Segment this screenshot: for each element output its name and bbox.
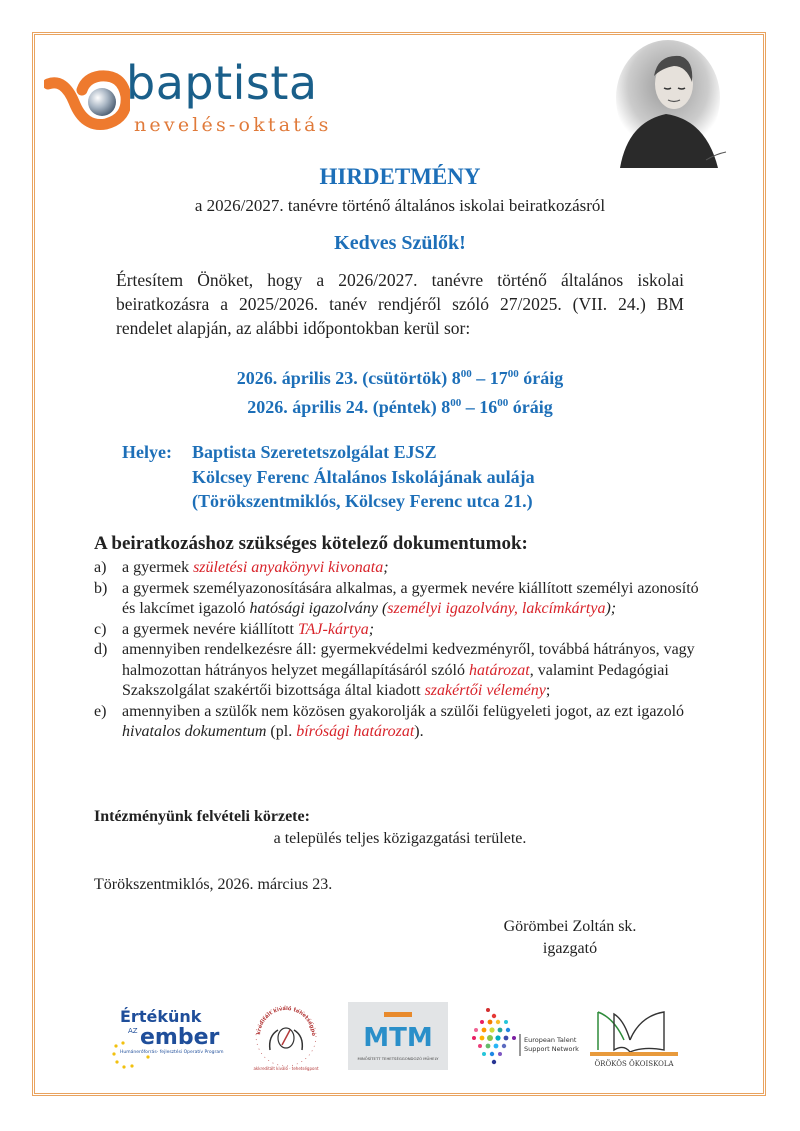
intro-paragraph: Értesítem Önöket, hogy a 2026/2027. tanévre történő általános iskolai beiratkozásra a 2025/2026. tanév rendjéről szóló 27/2025. (VII. 24.) BM rendelet alapján, az alábbi időpontokban kerül sor: <box>116 270 684 338</box>
signatory-title: igazgató <box>542 940 598 957</box>
etsn-logo <box>470 1000 580 1072</box>
document-item: a) a gyermek születési anyakönyvi kivonata; <box>94 559 389 576</box>
document-item: e) amennyiben a szülők nem közösen gyakorolják a szülői felügyeleti jogot, az ezt igazoló hivatalos dokumentum (pl. bírósági határozat). <box>94 702 685 740</box>
enrollment-date-2: 2026. április 24. (péntek) $8^{00} - 16^{00}$ óráig <box>247 397 553 417</box>
document-item: c) a gyermek nevére kiállított TAJ-kártya; <box>94 620 375 638</box>
tehetsegpont-logo <box>250 1000 322 1072</box>
orokos-okoiskola-logo <box>584 1000 684 1072</box>
logo-tagline: nevelés-oktatás <box>134 114 332 136</box>
seal-ring-text <box>250 1000 316 1037</box>
document-item: d) amennyiben rendelkezésre áll: gyermekvédelmi kedvezményről, továbbá hátrányos, vagy halmozottan hátrányos helyzet megállapításáról szóló határozat, valamint Pedagógiai Szakszolgálat szakértői bizottsága által kiadott szakértői vélemény; <box>94 641 695 699</box>
location-label: Helye: <box>122 442 172 462</box>
document-item: b) a gyermek személyazonosítására alkalmas, a gyermek nevére kiállított személyi azonosító és lakcímet igazoló hatósági igazolvány (személyi igazolvány, lakcímkártya); <box>94 579 699 617</box>
logo-text: ember <box>140 1025 220 1050</box>
logo-wordmark: baptista <box>126 56 318 110</box>
portrait-engraving-icon <box>588 40 748 168</box>
logo-text: European Talent <box>524 1036 577 1044</box>
baptista-logo <box>44 56 344 142</box>
district-label: Intézményünk felvételi körzete: <box>94 808 310 825</box>
signatory-name: Görömbei Zoltán sk. <box>503 918 637 935</box>
logo-text: MINŐSÍTETT TEHETSÉGGONDOZÓ MŰHELY <box>357 1056 439 1061</box>
place-and-date: Törökszentmiklós, 2026. március 23. <box>94 876 333 893</box>
mtm-logo <box>346 1000 450 1072</box>
location-line: Baptista Szeretetszolgálat EJSZ <box>192 442 437 462</box>
ertekunk-az-ember-logo <box>110 1000 240 1072</box>
page-title: HIRDETMÉNY <box>319 164 481 189</box>
logo-text: AZ <box>128 1027 138 1035</box>
logo-text: Értékünk <box>120 1007 202 1026</box>
logo-text: Humánerőforrás- fejlesztési Operatív Program <box>120 1050 224 1055</box>
district-value: a település teljes közigazgatási területe. <box>273 830 527 847</box>
enrollment-date-1: 2026. április 23. (csütörtök) $8^{00} - 17^{00}$ óráig <box>236 368 564 388</box>
portrait-image <box>588 40 748 168</box>
page-subtitle: a 2026/2027. tanévre történő általános iskolai beiratkozásról <box>194 196 606 215</box>
logo-text: MTM <box>363 1023 433 1053</box>
logo-text: akkreditált kiváló · tehetségpont <box>253 1066 319 1071</box>
seal-name: kreditált kiváló tehetségpo <box>255 1005 317 1037</box>
logo-text: Support Network <box>524 1045 579 1053</box>
baptista-swirl-icon <box>44 62 130 142</box>
greeting: Kedves Szülők! <box>334 232 466 254</box>
documents-heading: A beiratkozáshoz szükséges kötelező dokumentumok: <box>94 533 528 554</box>
logo-text: ÖRÖKÖS ÖKOISKOLA <box>594 1060 674 1068</box>
documents-section <box>94 533 714 743</box>
location-line: (Törökszentmiklós, Kölcsey Ferenc utca 21.) <box>192 491 533 511</box>
location-line: Kölcsey Ferenc Általános Iskolájának aulája <box>192 466 535 487</box>
